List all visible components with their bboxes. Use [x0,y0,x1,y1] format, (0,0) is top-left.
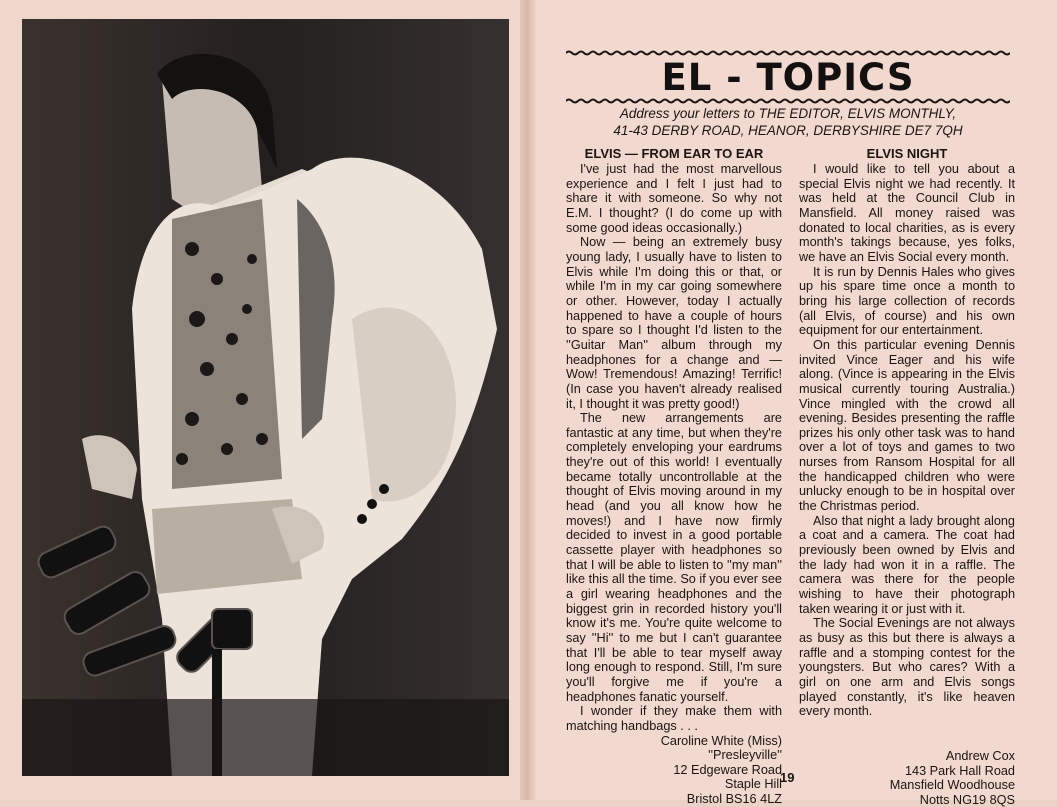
letter-paragraph: It is run by Dennis Hales who gives up his spare time once a month to bring his large collection of records (all Elvis, of course) and his own equipment for our entertainment. [799,264,1015,338]
elvis-performer-photo [22,19,509,776]
signature-line: Caroline White (Miss) [660,733,782,748]
bottom-wavy-rule [566,98,1010,104]
letter-signature [799,749,1015,807]
signature-line: 12 Edgeware Road [673,762,782,777]
page-title: EL - TOPICS [661,56,915,99]
page-number: 19 [780,770,795,785]
book-gutter [520,0,536,800]
letter-paragraph: I wonder if they make them with matching handbags . . . [566,704,782,733]
letter-paragraph: I've just had the most marvellous experience and I felt I just had to share it with someone. So why not E.M. I thought? (I do come up with some good ideas occasionally.) [566,162,782,235]
address-line: 41-43 DERBY ROAD, HEANOR, DERBYSHIRE DE7 7QH [613,123,963,138]
signature-line: 143 Park Hall Road [904,763,1015,778]
signature-line: Notts NG19 8QS [919,792,1015,807]
letter-heading: ELVIS — FROM EAR TO EAR [584,146,764,161]
letter-paragraph: Now — being an extremely busy young lady, I usually have to listen to Elvis while I'm doing this or that, or while I'm in my car going somewhere or other. However, today I actually happened to have a couple of hours to spare so I thought I'd listen to the ''Guitar Man'' album through my headphones for a change and — Wow! Tremendous! Amazing! Terrific! (In case you haven't already realised it, I thought it was pretty good!) [566,235,782,411]
editor-address [566,105,1010,139]
letter-paragraph: I would like to tell you about a special Elvis night we had recently. It was held at the Council Club in Mansfield. All money raised was donated to local charities, as is every month's takings because, yes folks, we have an Elvis Social every month. [799,162,1015,264]
letter-paragraph: The Social Evenings are not always as busy as this but there is always a raffle and a stomping contest for the youngsters. But who cares? With a girl on one arm and Elvis songs played constantly, it's like heaven every month. [799,616,1015,719]
signature-line: Andrew Cox [945,748,1015,763]
signature-line: Mansfield Woodhouse [889,778,1015,793]
letter-column-left [566,146,782,807]
signature-line: Staple Hill [724,777,782,792]
letter-column-right [799,146,1015,807]
letter-paragraph: The new arrangements are fantastic at any time, but when they're completely enveloping your eardrums they're out of this world! I eventually became totally uncontrollable at the thought of Elvis moving around in my head (and you all know how he moves!) and I have now firmly decided to invest in a good portable cassette player with headphones so that I will be able to listen to ''my man'' like this all the time. So if you ever see a girl wearing headphones and the biggest grin in recorded history you'll know it's me. You're quite welcome to say ''Hi'' to me but I can't guarantee that I'll be able to tear myself away long enough to respond. Still, I'm sure you'll forgive me if you're a headphones fanatic yourself. [566,411,782,704]
letter-heading: ELVIS NIGHT [866,146,948,161]
letter-paragraph: Also that night a lady brought along a coat and a camera. The coat had previously been owned by Elvis and the lady had won it in a raffle. The camera was there for the people wishing to have their photograph taken wearing it or just with it. [799,513,1015,616]
address-line: Address your letters to THE EDITOR, ELVIS MONTHLY, [619,106,957,121]
signature-line: Bristol BS16 4LZ [686,791,782,806]
signature-line: ''Presleyville'' [708,748,782,763]
letter-paragraph: On this particular evening Dennis invited Vince Eager and his wife along. (Vince is appearing in the Elvis musical currently touring Australia.) Vince mingled with the crowd all evening. Besides presenting the raffle prizes his only other task was to hand over a lot of toys and games to two nurses from Ransom Hospital for all the handicapped children who were unlucky enough to be in hospital over the Christmas period. [799,337,1015,514]
letter-signature [566,734,782,807]
